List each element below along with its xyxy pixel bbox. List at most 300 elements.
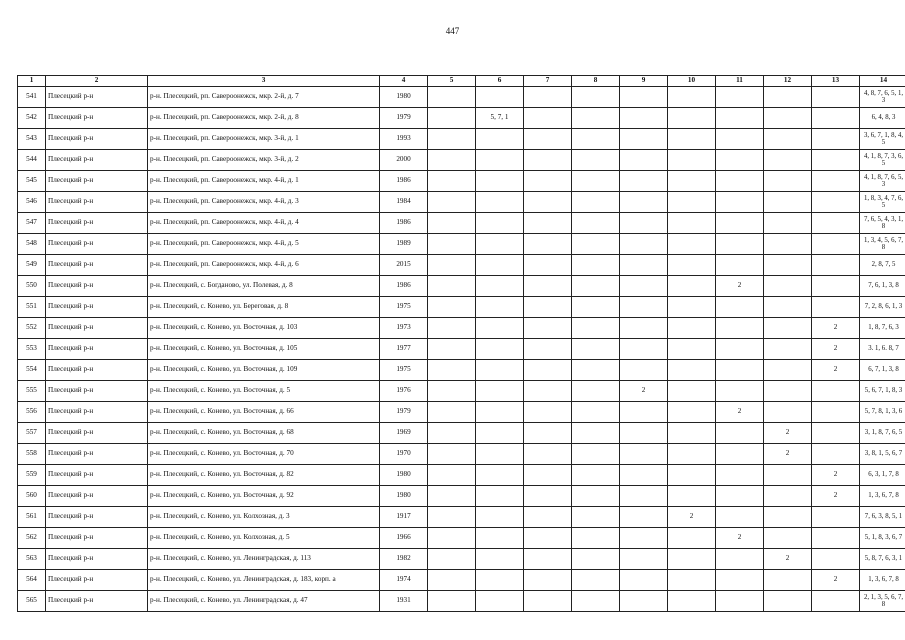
cell-row-number: 542 [18, 108, 46, 129]
cell-col-6 [476, 528, 524, 549]
cell-address: р-н. Плесецкий, рп. Савероонежск, мкр. 4-й, д. 5 [148, 234, 380, 255]
cell-row-number: 547 [18, 213, 46, 234]
table-row [18, 549, 905, 570]
cell-col-14: 3, 6, 7, 1, 8, 4, 5 [860, 129, 905, 150]
cell-district: Плесецкий р-н [46, 192, 148, 213]
column-header-2: 2 [46, 76, 148, 87]
cell-col-8 [572, 507, 620, 528]
cell-col-13 [812, 108, 860, 129]
column-header-10: 10 [668, 76, 716, 87]
column-header-7: 7 [524, 76, 572, 87]
cell-col-14: 4, 1, 8, 7, 3, 6, 5 [860, 150, 905, 171]
cell-col-13: 2 [812, 360, 860, 381]
cell-row-number: 551 [18, 297, 46, 318]
cell-col-10: 2 [668, 507, 716, 528]
table-row [18, 444, 905, 465]
cell-build-year: 1980 [380, 465, 428, 486]
cell-col-12: 2 [764, 549, 812, 570]
cell-col-10 [668, 192, 716, 213]
cell-col-9 [620, 234, 668, 255]
cell-col-6 [476, 150, 524, 171]
cell-address: р-н. Плесецкий, с. Конево, ул. Восточная, д. 103 [148, 318, 380, 339]
cell-build-year: 2000 [380, 150, 428, 171]
cell-col-9 [620, 507, 668, 528]
cell-district: Плесецкий р-н [46, 276, 148, 297]
table-row [18, 339, 905, 360]
cell-district: Плесецкий р-н [46, 507, 148, 528]
cell-col-8 [572, 339, 620, 360]
cell-build-year: 1974 [380, 570, 428, 591]
table-row [18, 192, 905, 213]
cell-col-6: 5, 7, 1 [476, 108, 524, 129]
cell-col-12 [764, 129, 812, 150]
cell-col-7 [524, 171, 572, 192]
cell-district: Плесецкий р-н [46, 486, 148, 507]
cell-address: р-н. Плесецкий, рп. Савероонежск, мкр. 3-й, д. 2 [148, 150, 380, 171]
cell-col-6 [476, 276, 524, 297]
cell-address: р-н. Плесецкий, с. Конево, ул. Восточная, д. 82 [148, 465, 380, 486]
cell-col-13 [812, 591, 860, 612]
cell-col-14: 5, 7, 8, 1, 3, 6 [860, 402, 905, 423]
cell-col-7 [524, 486, 572, 507]
table-row [18, 87, 905, 108]
cell-col-10 [668, 276, 716, 297]
cell-col-7 [524, 444, 572, 465]
cell-col-12 [764, 570, 812, 591]
cell-col-9 [620, 297, 668, 318]
cell-col-12 [764, 171, 812, 192]
cell-col-11 [716, 318, 764, 339]
cell-col-10 [668, 528, 716, 549]
cell-col-6 [476, 255, 524, 276]
cell-row-number: 543 [18, 129, 46, 150]
cell-col-14: 1, 3, 4, 5, 6, 7, 8 [860, 234, 905, 255]
cell-address: р-н. Плесецкий, с. Конево, ул. Береговая, д. 8 [148, 297, 380, 318]
cell-col-14: 6, 3, 1, 7, 8 [860, 465, 905, 486]
cell-col-8 [572, 87, 620, 108]
cell-col-7 [524, 591, 572, 612]
cell-row-number: 563 [18, 549, 46, 570]
cell-col-8 [572, 297, 620, 318]
cell-build-year: 1976 [380, 381, 428, 402]
cell-district: Плесецкий р-н [46, 150, 148, 171]
column-header-8: 8 [572, 76, 620, 87]
cell-col-6 [476, 444, 524, 465]
cell-col-11: 2 [716, 276, 764, 297]
cell-row-number: 564 [18, 570, 46, 591]
cell-row-number: 553 [18, 339, 46, 360]
cell-build-year: 2015 [380, 255, 428, 276]
cell-col-7 [524, 381, 572, 402]
cell-row-number: 545 [18, 171, 46, 192]
column-header-4: 4 [380, 76, 428, 87]
cell-col-14: 3. 1, 6. 8, 7 [860, 339, 905, 360]
cell-col-12 [764, 87, 812, 108]
column-header-13: 13 [812, 76, 860, 87]
cell-address: р-н. Плесецкий, с. Конево, ул. Ленинградская, д. 183, корп. а [148, 570, 380, 591]
cell-col-9 [620, 129, 668, 150]
cell-row-number: 560 [18, 486, 46, 507]
cell-col-12 [764, 339, 812, 360]
page-number: 447 [445, 26, 460, 36]
cell-row-number: 556 [18, 402, 46, 423]
cell-col-13 [812, 255, 860, 276]
cell-address: р-н. Плесецкий, рп. Савероонежск, мкр. 4-й, д. 4 [148, 213, 380, 234]
cell-address: р-н. Плесецкий, с. Конево, ул. Восточная, д. 68 [148, 423, 380, 444]
cell-col-6 [476, 87, 524, 108]
cell-row-number: 548 [18, 234, 46, 255]
cell-col-8 [572, 465, 620, 486]
cell-col-10 [668, 591, 716, 612]
cell-col-5 [428, 276, 476, 297]
cell-col-11 [716, 129, 764, 150]
cell-col-5 [428, 171, 476, 192]
cell-col-14: 1, 3, 6, 7, 8 [860, 570, 905, 591]
cell-district: Плесецкий р-н [46, 108, 148, 129]
cell-build-year: 1979 [380, 108, 428, 129]
cell-col-9 [620, 591, 668, 612]
table-row [18, 486, 905, 507]
cell-col-11 [716, 423, 764, 444]
table-row [18, 108, 905, 129]
cell-build-year: 1982 [380, 549, 428, 570]
cell-col-7 [524, 360, 572, 381]
cell-col-14: 4, 8, 7, 6, 5, 1, 3 [860, 87, 905, 108]
cell-col-10 [668, 339, 716, 360]
cell-address: р-н. Плесецкий, рп. Савероонежск, мкр. 2-й, д. 8 [148, 108, 380, 129]
cell-col-6 [476, 360, 524, 381]
cell-district: Плесецкий р-н [46, 465, 148, 486]
cell-col-12 [764, 150, 812, 171]
cell-col-13 [812, 87, 860, 108]
cell-col-5 [428, 381, 476, 402]
cell-col-5 [428, 591, 476, 612]
cell-row-number: 554 [18, 360, 46, 381]
cell-col-13 [812, 150, 860, 171]
cell-col-7 [524, 255, 572, 276]
cell-col-14: 3, 1, 8, 7, 6, 5 [860, 423, 905, 444]
cell-col-9 [620, 339, 668, 360]
cell-col-14: 1, 8, 7, 6, 3 [860, 318, 905, 339]
cell-col-14: 7, 6, 3, 8, 5, 1 [860, 507, 905, 528]
cell-district: Плесецкий р-н [46, 255, 148, 276]
cell-col-11 [716, 150, 764, 171]
cell-col-14: 5, 6, 7, 1, 8, 3 [860, 381, 905, 402]
cell-col-9 [620, 276, 668, 297]
cell-col-5 [428, 402, 476, 423]
cell-col-7 [524, 192, 572, 213]
cell-col-6 [476, 129, 524, 150]
cell-col-6 [476, 402, 524, 423]
cell-build-year: 1989 [380, 234, 428, 255]
cell-col-11: 2 [716, 402, 764, 423]
column-header-5: 5 [428, 76, 476, 87]
cell-col-7 [524, 297, 572, 318]
cell-col-13 [812, 297, 860, 318]
cell-col-10 [668, 213, 716, 234]
cell-address: р-н. Плесецкий, с. Конево, ул. Восточная, д. 105 [148, 339, 380, 360]
cell-col-13: 2 [812, 486, 860, 507]
housing-register-table [17, 75, 905, 612]
cell-col-6 [476, 591, 524, 612]
cell-col-8 [572, 255, 620, 276]
cell-col-5 [428, 213, 476, 234]
cell-col-7 [524, 276, 572, 297]
cell-col-12 [764, 213, 812, 234]
cell-col-13 [812, 234, 860, 255]
table-row [18, 360, 905, 381]
cell-col-5 [428, 318, 476, 339]
cell-col-9 [620, 528, 668, 549]
cell-col-10 [668, 87, 716, 108]
cell-col-14: 2, 1, 3, 5, 6, 7, 8 [860, 591, 905, 612]
cell-col-7 [524, 549, 572, 570]
cell-col-7 [524, 87, 572, 108]
cell-col-12 [764, 402, 812, 423]
cell-col-14: 7, 6, 1, 3, 8 [860, 276, 905, 297]
cell-col-12 [764, 528, 812, 549]
column-header-6: 6 [476, 76, 524, 87]
cell-col-11 [716, 549, 764, 570]
cell-col-5 [428, 339, 476, 360]
cell-col-6 [476, 297, 524, 318]
cell-col-10 [668, 255, 716, 276]
table-row [18, 570, 905, 591]
cell-col-5 [428, 507, 476, 528]
cell-col-10 [668, 423, 716, 444]
cell-col-6 [476, 465, 524, 486]
cell-col-5 [428, 150, 476, 171]
cell-district: Плесецкий р-н [46, 570, 148, 591]
cell-build-year: 1969 [380, 423, 428, 444]
cell-col-10 [668, 150, 716, 171]
cell-col-11: 2 [716, 528, 764, 549]
cell-address: р-н. Плесецкий, с. Конево, ул. Колхозная, д. 3 [148, 507, 380, 528]
cell-build-year: 1993 [380, 129, 428, 150]
table-body [18, 87, 905, 612]
cell-col-9 [620, 192, 668, 213]
cell-col-12 [764, 318, 812, 339]
cell-col-8 [572, 423, 620, 444]
cell-col-14: 1, 3, 6, 7, 8 [860, 486, 905, 507]
cell-row-number: 552 [18, 318, 46, 339]
cell-col-13 [812, 423, 860, 444]
cell-district: Плесецкий р-н [46, 360, 148, 381]
cell-col-12 [764, 591, 812, 612]
cell-col-12 [764, 192, 812, 213]
cell-address: р-н. Плесецкий, рп. Савероонежск, мкр. 4-й, д. 3 [148, 192, 380, 213]
cell-col-11 [716, 507, 764, 528]
cell-district: Плесецкий р-н [46, 297, 148, 318]
cell-build-year: 1986 [380, 276, 428, 297]
cell-col-11 [716, 192, 764, 213]
cell-row-number: 546 [18, 192, 46, 213]
cell-col-9 [620, 423, 668, 444]
cell-col-10 [668, 234, 716, 255]
cell-col-12 [764, 360, 812, 381]
table-row [18, 381, 905, 402]
cell-col-14: 1, 8, 3, 4, 7, 6, 5 [860, 192, 905, 213]
cell-col-5 [428, 297, 476, 318]
cell-col-10 [668, 129, 716, 150]
cell-col-7 [524, 129, 572, 150]
cell-build-year: 1931 [380, 591, 428, 612]
cell-col-6 [476, 192, 524, 213]
cell-district: Плесецкий р-н [46, 423, 148, 444]
cell-col-5 [428, 129, 476, 150]
cell-col-13 [812, 129, 860, 150]
cell-col-10 [668, 381, 716, 402]
cell-col-8 [572, 360, 620, 381]
cell-build-year: 1977 [380, 339, 428, 360]
cell-row-number: 565 [18, 591, 46, 612]
cell-row-number: 561 [18, 507, 46, 528]
cell-col-12: 2 [764, 423, 812, 444]
cell-col-8 [572, 486, 620, 507]
cell-col-9 [620, 570, 668, 591]
cell-col-7 [524, 339, 572, 360]
cell-col-11 [716, 444, 764, 465]
cell-district: Плесецкий р-н [46, 318, 148, 339]
cell-col-13 [812, 507, 860, 528]
cell-col-5 [428, 360, 476, 381]
cell-col-12 [764, 234, 812, 255]
cell-col-8 [572, 213, 620, 234]
cell-district: Плесецкий р-н [46, 381, 148, 402]
table-row [18, 591, 905, 612]
cell-col-12 [764, 486, 812, 507]
cell-build-year: 1966 [380, 528, 428, 549]
cell-col-10 [668, 570, 716, 591]
cell-col-7 [524, 528, 572, 549]
column-header-14: 14 [860, 76, 905, 87]
cell-col-11 [716, 255, 764, 276]
cell-col-5 [428, 87, 476, 108]
table-row [18, 129, 905, 150]
cell-col-13 [812, 402, 860, 423]
cell-col-7 [524, 108, 572, 129]
cell-district: Плесецкий р-н [46, 528, 148, 549]
cell-col-9 [620, 171, 668, 192]
cell-col-11 [716, 87, 764, 108]
cell-build-year: 1986 [380, 213, 428, 234]
cell-col-6 [476, 486, 524, 507]
cell-col-8 [572, 171, 620, 192]
cell-col-9 [620, 402, 668, 423]
cell-col-9 [620, 444, 668, 465]
cell-col-14: 2, 8, 7, 5 [860, 255, 905, 276]
cell-col-8 [572, 591, 620, 612]
cell-col-13 [812, 549, 860, 570]
cell-col-5 [428, 465, 476, 486]
cell-col-7 [524, 570, 572, 591]
cell-address: р-н. Плесецкий, с. Богданово, ул. Полевая, д. 8 [148, 276, 380, 297]
cell-row-number: 549 [18, 255, 46, 276]
cell-district: Плесецкий р-н [46, 591, 148, 612]
cell-address: р-н. Плесецкий, рп. Савероонежск, мкр. 2-й, д. 7 [148, 87, 380, 108]
cell-col-11 [716, 297, 764, 318]
cell-col-7 [524, 318, 572, 339]
cell-col-11 [716, 360, 764, 381]
column-header-11: 11 [716, 76, 764, 87]
cell-col-8 [572, 402, 620, 423]
cell-build-year: 1980 [380, 87, 428, 108]
cell-col-5 [428, 108, 476, 129]
cell-col-13 [812, 381, 860, 402]
cell-col-13: 2 [812, 339, 860, 360]
cell-district: Плесецкий р-н [46, 549, 148, 570]
cell-build-year: 1979 [380, 402, 428, 423]
cell-col-10 [668, 402, 716, 423]
cell-col-9 [620, 87, 668, 108]
cell-col-11 [716, 381, 764, 402]
cell-col-11 [716, 339, 764, 360]
cell-col-5 [428, 486, 476, 507]
cell-build-year: 1975 [380, 360, 428, 381]
table-row [18, 255, 905, 276]
table-row [18, 171, 905, 192]
cell-col-7 [524, 213, 572, 234]
cell-col-9 [620, 255, 668, 276]
cell-col-10 [668, 549, 716, 570]
column-header-1: 1 [18, 76, 46, 87]
cell-district: Плесецкий р-н [46, 213, 148, 234]
column-header-3: 3 [148, 76, 380, 87]
cell-row-number: 558 [18, 444, 46, 465]
cell-address: р-н. Плесецкий, рп. Савероонежск, мкр. 3-й, д. 1 [148, 129, 380, 150]
cell-col-11 [716, 108, 764, 129]
cell-col-7 [524, 465, 572, 486]
cell-col-14: 5, 8, 7, 6, 3, 1 [860, 549, 905, 570]
cell-build-year: 1984 [380, 192, 428, 213]
table-row [18, 276, 905, 297]
cell-col-14: 5, 1, 8, 3, 6, 7 [860, 528, 905, 549]
cell-col-14: 7, 2, 8, 6, 1, 3 [860, 297, 905, 318]
cell-col-14: 3, 8, 1, 5, 6, 7 [860, 444, 905, 465]
cell-row-number: 550 [18, 276, 46, 297]
cell-col-13 [812, 192, 860, 213]
cell-row-number: 562 [18, 528, 46, 549]
table-row [18, 213, 905, 234]
cell-col-11 [716, 213, 764, 234]
cell-col-6 [476, 381, 524, 402]
cell-col-6 [476, 234, 524, 255]
cell-district: Плесецкий р-н [46, 402, 148, 423]
cell-col-8 [572, 192, 620, 213]
table-row [18, 150, 905, 171]
cell-col-9 [620, 360, 668, 381]
cell-col-6 [476, 318, 524, 339]
cell-col-12 [764, 465, 812, 486]
cell-col-10 [668, 486, 716, 507]
cell-col-12: 2 [764, 444, 812, 465]
cell-build-year: 1973 [380, 318, 428, 339]
cell-col-11 [716, 570, 764, 591]
table-row [18, 507, 905, 528]
cell-col-6 [476, 423, 524, 444]
cell-col-8 [572, 318, 620, 339]
cell-col-10 [668, 318, 716, 339]
cell-col-9 [620, 108, 668, 129]
cell-col-8 [572, 108, 620, 129]
cell-col-10 [668, 297, 716, 318]
cell-col-13: 2 [812, 318, 860, 339]
cell-address: р-н. Плесецкий, с. Конево, ул. Колхозная, д. 5 [148, 528, 380, 549]
table-row [18, 318, 905, 339]
cell-district: Плесецкий р-н [46, 171, 148, 192]
cell-col-11 [716, 465, 764, 486]
cell-address: р-н. Плесецкий, с. Конево, ул. Восточная, д. 66 [148, 402, 380, 423]
